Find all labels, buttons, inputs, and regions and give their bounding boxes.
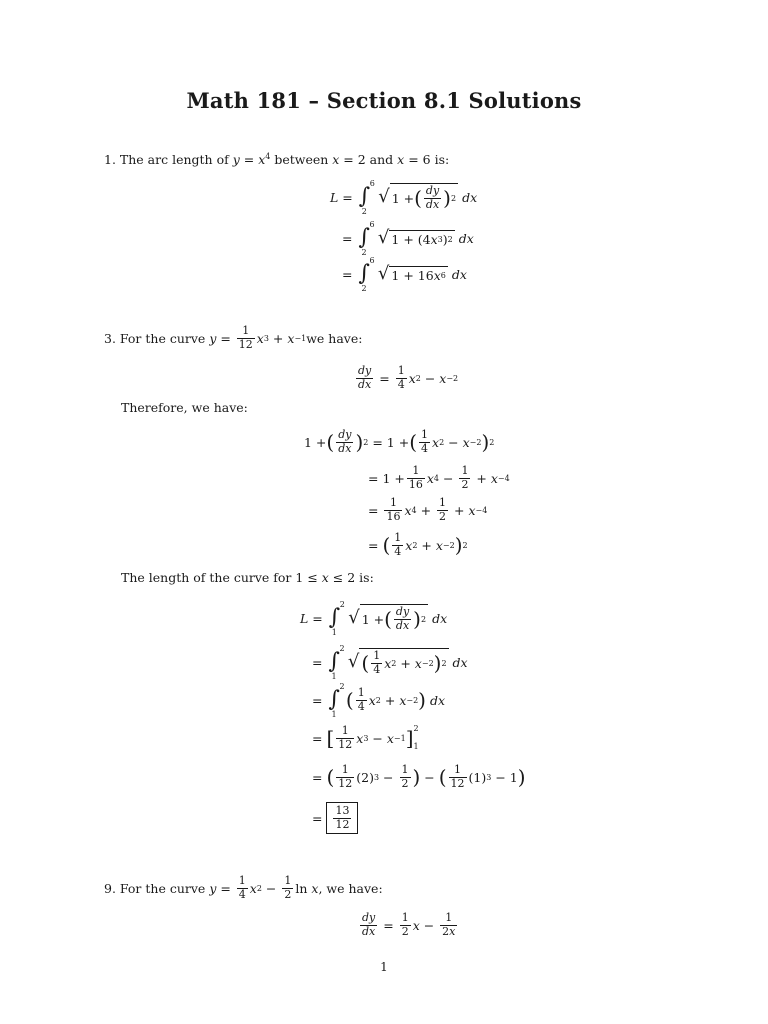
problem-number: 1. xyxy=(104,152,116,168)
problem-number: 9. xyxy=(104,880,116,896)
paragraph-text: Therefore, we have: xyxy=(121,400,248,415)
problem-9-statement: 9. For the curve y = $\frac{1}{4}$ x 2 − $\frac{1}{2}$ ln x , we have: xyxy=(104,874,383,901)
equation-line: = ∫ 2 1 ( $\frac{1}{4}$ x 2 + x −2 ) dx xyxy=(312,682,446,719)
equation-line: $\frac{dy}{dx}$ = $\frac{1}{4}$ x 2 − x −2 xyxy=(358,364,459,391)
problem-text: For the curve xyxy=(119,880,206,896)
problem-text: we have: xyxy=(306,330,363,346)
equation-line: L = ∫ 2 1 √ 1 + ( $\frac{dy}{dx}$ ) 2 dx xyxy=(300,600,448,637)
equation-line: $\frac{dy}{dx}$ = $\frac{1}{2}$ x − $\frac{1}{2x}$ xyxy=(362,911,456,938)
equation-line: = ∫ 6 2 √ 1 + (4 x 3 ) 2 dx xyxy=(342,220,474,257)
equation-line: 1 + ( $\frac{dy}{dx}$ ) 2 = 1 + ( $\frac{1}{4}$ x 2 − x −2 ) 2 xyxy=(304,428,495,455)
equation-line: = ∫ 6 2 √ 1 + 16 x 6 dx xyxy=(342,256,467,293)
equation-line: = ( $\frac{1}{4}$ x 2 + x −2 ) 2 xyxy=(368,531,468,558)
paragraph-text: The length of the curve for 1 ≤ x ≤ 2 is: xyxy=(121,570,374,585)
problem-1-statement: 1. The arc length of $y = x^4$ between x = 2 and x = 6 is: xyxy=(104,152,450,168)
paragraph-text: The length of the curve for xyxy=(121,570,296,585)
equation-line: L = ∫ 6 2 √ 1 + ( $\frac{dy}{dx}$ ) 2 dx xyxy=(330,179,478,216)
problem-text: , we have: xyxy=(318,880,383,896)
page-number: 1 xyxy=(380,960,388,974)
page-title: Math 181 – Section 8.1 Solutions xyxy=(186,88,582,113)
equation-line: = [ $\frac{1}{12}$ x 3 − x −1 ] 2 1 xyxy=(312,724,419,751)
problem-text: The arc length of xyxy=(119,152,233,168)
problem-number: 3. xyxy=(104,330,116,346)
final-answer-box: $\frac{13}{12}$ xyxy=(326,802,358,833)
paragraph-text: is: xyxy=(355,570,374,585)
problem-text: and xyxy=(365,152,398,168)
problem-3-statement: 3. For the curve y = $\frac{1}{12}$ x 3 + x −1 we have: xyxy=(104,324,363,351)
equation-line: = ∫ 2 1 √ ( $\frac{1}{4}$ x 2 + x −2 ) 2 dx xyxy=(312,644,468,681)
problem-text: between xyxy=(270,152,333,168)
equation-line: = $\frac{13}{12}$ xyxy=(312,798,358,838)
equation-line: = $\frac{1}{16}$ x 4 + $\frac{1}{2}$ + x −4 xyxy=(368,496,488,523)
equation-line: = ( $\frac{1}{12}$ (2) 3 − $\frac{1}{2}$ ) − ( $\frac{1}{12}$ (1) 3 − 1 ) xyxy=(312,763,526,790)
equation-line: = 1 + $\frac{1}{16}$ x 4 − $\frac{1}{2}$ + x −4 xyxy=(368,464,510,491)
problem-text: is: xyxy=(430,152,450,168)
problem-text: For the curve xyxy=(119,330,206,346)
